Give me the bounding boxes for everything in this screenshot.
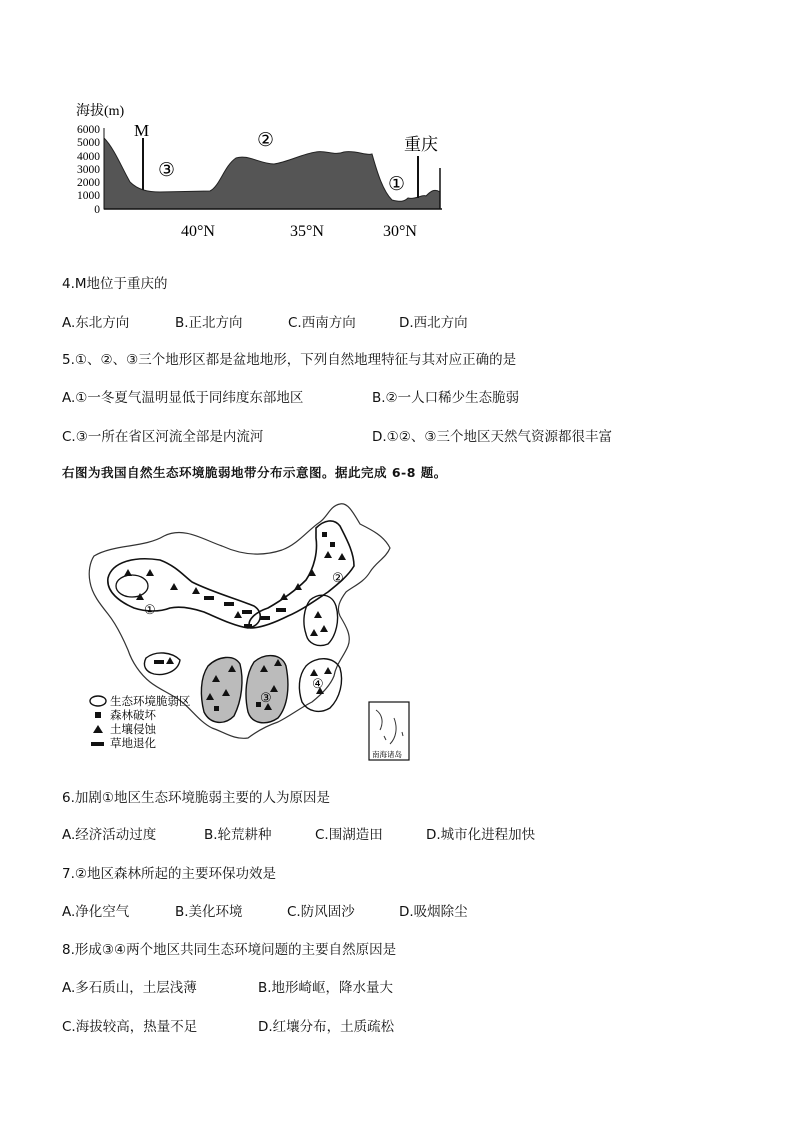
- y-tick: 5000: [77, 137, 100, 149]
- zone-3-left: [201, 657, 242, 722]
- zone-labels: [144, 570, 344, 705]
- legend-grass: 草地退化: [110, 738, 156, 750]
- south-sea-inset: [369, 702, 409, 760]
- q7-option-b[interactable]: B.美化环境: [175, 904, 243, 920]
- q6-option-a[interactable]: A.经济活动过度: [62, 827, 157, 843]
- q7-option-d[interactable]: D.吸烟除尘: [399, 904, 468, 920]
- q6-option-c[interactable]: C.围湖造田: [315, 827, 383, 843]
- terrain-profile: [70, 98, 450, 248]
- fragile-zone-map: [84, 496, 424, 766]
- legend-fragile: 生态环境脆弱区: [110, 696, 191, 708]
- region-1-label: ①: [388, 173, 406, 195]
- q8-option-a[interactable]: A.多石质山，土层浅薄: [62, 980, 197, 996]
- q8-option-d[interactable]: D.红壤分布，土质疏松: [258, 1019, 395, 1035]
- q5-option-c[interactable]: C.③一所在省区河流全部是内流河: [62, 429, 264, 445]
- zone-label-3: ③: [260, 690, 272, 705]
- q4-option-b[interactable]: B.正北方向: [175, 315, 243, 331]
- q5-option-b[interactable]: B.②一人口稀少生态脆弱: [372, 390, 520, 406]
- q6-option-d[interactable]: D.城市化进程加快: [426, 827, 536, 843]
- q7-option-c[interactable]: C.防风固沙: [287, 904, 355, 920]
- y-tick: 4000: [77, 151, 100, 163]
- y-axis-label: 海拔(m): [76, 104, 125, 119]
- legend-grass-icon: [91, 742, 104, 746]
- q7-option-a[interactable]: A.净化空气: [62, 904, 130, 920]
- y-tick: 3000: [77, 164, 100, 176]
- q6-stem: 6.加剧①地区生态环境脆弱主要的人为原因是: [62, 790, 330, 806]
- legend-forest-icon: [95, 712, 101, 718]
- x-tick: 30°N: [383, 223, 417, 240]
- q8-stem: 8.形成③④两个地区共同生态环境问题的主要自然原因是: [62, 942, 397, 958]
- zone-label-2: ②: [332, 570, 344, 585]
- q4-option-d[interactable]: D.西北方向: [399, 315, 468, 331]
- region-3-label: ③: [158, 159, 176, 181]
- x-tick: 35°N: [290, 223, 324, 240]
- legend-fragile-icon: [90, 696, 106, 706]
- y-tick: 2000: [77, 177, 100, 189]
- q5-option-d[interactable]: D.①②、③三个地区天然气资源都很丰富: [372, 429, 612, 445]
- y-tick: 6000: [77, 124, 100, 136]
- legend-soil-icon: [93, 725, 103, 733]
- q5-stem: 5.①、②、③三个地形区都是盆地地形，下列自然地理特征与其对应正确的是: [62, 352, 517, 368]
- legend-soil: 土壤侵蚀: [110, 724, 156, 736]
- chongqing-label: 重庆: [404, 135, 438, 155]
- zone-label-4: ④: [312, 676, 324, 691]
- zone-east-outline: [304, 595, 338, 645]
- q4-option-c[interactable]: C.西南方向: [288, 315, 356, 331]
- inset-label: 南海诸岛: [372, 750, 402, 759]
- map-legend: [90, 694, 191, 750]
- q4-option-a[interactable]: A.东北方向: [62, 315, 130, 331]
- y-tick: 0: [94, 204, 100, 216]
- m-label: M: [134, 121, 150, 140]
- zone-label-1: ①: [144, 602, 156, 617]
- x-tick: 40°N: [181, 223, 215, 240]
- q6-option-b[interactable]: B.轮荒耕种: [204, 827, 272, 843]
- legend-forest: 森林破坏: [110, 710, 156, 722]
- q7-stem: 7.②地区森林所起的主要环保功效是: [62, 866, 276, 882]
- y-tick: 1000: [77, 190, 100, 202]
- zone-1-inner: [116, 575, 148, 597]
- region-2-label: ②: [257, 129, 275, 151]
- q8-option-c[interactable]: C.海拔较高，热量不足: [62, 1019, 198, 1035]
- q5-option-a[interactable]: A.①一冬夏气温明显低于同纬度东部地区: [62, 390, 304, 406]
- q4-stem: 4.M地位于重庆的: [62, 276, 168, 292]
- q8-option-b[interactable]: B.地形崎岖，降水量大: [258, 980, 394, 996]
- map-intro: 右图为我国自然生态环境脆弱地带分布示意图。据此完成 6-8 题。: [62, 465, 447, 480]
